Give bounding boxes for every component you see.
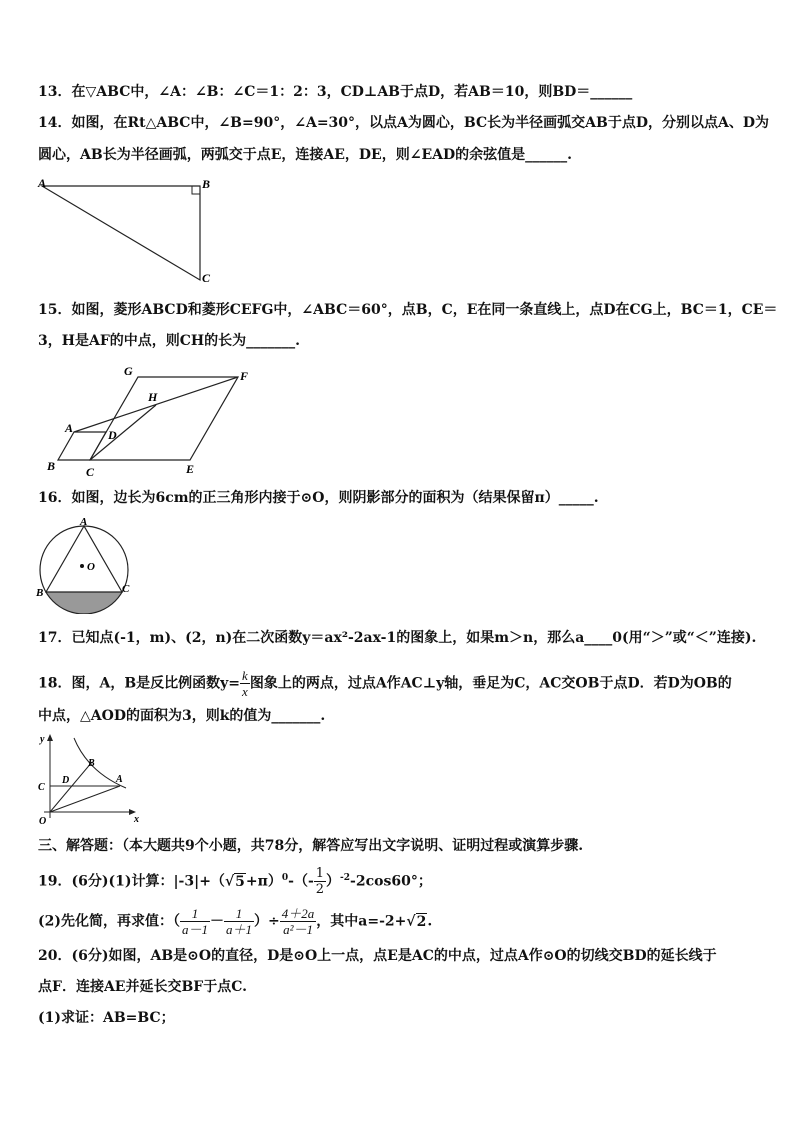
q18-label-a: A bbox=[116, 774, 123, 785]
q19-p2-minus: － bbox=[210, 913, 225, 930]
q19-p2-end: . bbox=[427, 913, 433, 930]
q18-frac-num: k bbox=[242, 668, 248, 683]
q18-fraction bbox=[240, 668, 250, 699]
q19-p2-post: ，其中a=-2+ bbox=[316, 913, 407, 930]
q19-p2-fraction2 bbox=[224, 906, 254, 937]
q19-p2-pre: (2)先化简，再求值：（ bbox=[38, 913, 180, 930]
q18-line1-post: 图象上的两点，过点A作AC⊥y轴，垂足为C，AC交OB于点D．若D为OB的 bbox=[249, 675, 732, 692]
q20-line1: 20．(6分)如图，AB是⊙O的直径，D是⊙O上一点，点E是AC的中点，过点A作⊙O的切线交BD的延长线于 bbox=[38, 948, 717, 964]
q18-label-x: x bbox=[134, 814, 139, 825]
q18-label-c: C bbox=[38, 782, 45, 793]
q19-p1-frac-num: 1 bbox=[315, 866, 325, 881]
q19-part2: (2)先化简，再求值：（ $\frac{1}{a-1}$ － $\frac{1}{a+1}$ ）÷ $\frac{4+2a}{\text{a²－1}}$ ，其中a=-2+√2. bbox=[38, 906, 433, 937]
q19-p1-exp0: 0 bbox=[281, 872, 289, 883]
q17-text: 17．已知点(-1，m)、(2，n)在二次函数y＝ax²-2ax-1的图象上，如果m＞n，那么a____0(用“＞”或“＜”连接). bbox=[38, 630, 757, 646]
q18-label-o: O bbox=[39, 816, 47, 827]
q19-p2-fraction1 bbox=[180, 906, 210, 937]
q16-label-c: C bbox=[122, 583, 130, 595]
q19-p2-mid: ）÷ bbox=[254, 913, 280, 930]
q19-p2-f3-num: 4＋2a bbox=[281, 906, 315, 921]
q16-label-o: O bbox=[87, 561, 95, 573]
q13-text: 13．在▽ABC中，∠A：∠B：∠C＝1：2：3，CD⊥AB于点D，若AB＝10，则BD＝______ bbox=[38, 84, 633, 100]
q16-label-a: A bbox=[80, 516, 88, 528]
q19-p1-mid: +π） bbox=[245, 873, 282, 890]
q18-line1 bbox=[38, 668, 732, 699]
q14-label-a: A bbox=[38, 176, 47, 190]
q14-label-c: C bbox=[202, 271, 211, 285]
q15-label-f: F bbox=[240, 369, 249, 383]
q15-label-h: H bbox=[148, 390, 158, 404]
section3-heading: 三、解答题：（本大题共9个小题，共78分，解答应写出文字说明、证明过程或演算步骤. bbox=[38, 838, 584, 854]
q18-figure bbox=[34, 732, 144, 828]
q19-p2-sqrt: 2 bbox=[416, 913, 427, 930]
q18-frac-den: x bbox=[242, 684, 248, 699]
q19-p1-exp2: -2 bbox=[340, 872, 351, 883]
q14-label-b: B bbox=[202, 177, 211, 191]
q19-p2-f3-den: a²－1 bbox=[283, 922, 313, 937]
q16-figure bbox=[34, 514, 134, 614]
q19-p1-mid2: -（- bbox=[288, 873, 314, 890]
q19-p1-post: -2cos60°； bbox=[350, 873, 432, 890]
q16-label-b: B bbox=[36, 587, 44, 599]
q15-line2: 3，H是AF的中点，则CH的长为_______. bbox=[38, 333, 301, 349]
q15-label-e: E bbox=[186, 462, 195, 476]
q19-p2-f2-den: a＋1 bbox=[226, 922, 253, 937]
q19-part1: 19．(6分)(1)计算：$|-3|+(√5+\pi)^0-(-$ $\frac{1}{2}$ ）$^{-2}$-2cos60°； bbox=[38, 866, 432, 897]
q14-line1: 14．如图，在Rt△ABC中，∠B=90°，∠A=30°，以点A为圆心，BC长为半径画弧交AB于点D，分别以点A、D为 bbox=[38, 115, 769, 131]
q19-p2-f2-num: 1 bbox=[224, 906, 254, 922]
q19-p1-frac-den: 2 bbox=[315, 882, 325, 897]
q18-label-b: B bbox=[88, 758, 95, 769]
q16-text: 16．如图，边长为6cm的正三角形内接于⊙O，则阴影部分的面积为（结果保留π）_____. bbox=[38, 490, 599, 506]
q15-figure bbox=[40, 360, 270, 480]
q15-label-g: G bbox=[124, 364, 133, 378]
q15-label-a: A bbox=[65, 421, 74, 435]
q15-label-b: B bbox=[47, 459, 56, 473]
q18-line2: 中点，△AOD的面积为3，则k的值为_______. bbox=[38, 708, 326, 724]
q18-label-d: D bbox=[62, 775, 70, 786]
q18-label-y: y bbox=[40, 734, 45, 745]
q19-p2-f1-num: 1 bbox=[180, 906, 210, 922]
q14-line2: 圆心，AB长为半径画弧，两弧交于点E，连接AE，DE，则∠EAD的余弦值是______. bbox=[38, 147, 572, 163]
q19-p1-sqrt: 5 bbox=[235, 873, 245, 890]
q18-line1-pre: 18．图，A，B是反比例函数y= bbox=[38, 675, 241, 692]
q19-p1-mid3: ） bbox=[326, 873, 341, 890]
q15-label-c: C bbox=[86, 465, 95, 479]
q19-p1-fraction bbox=[314, 866, 326, 897]
q19-p2-f1-den: a－1 bbox=[182, 922, 209, 937]
q15-label-d: D bbox=[108, 428, 117, 442]
q15-line1: 15．如图，菱形ABCD和菱形CEFG中，∠ABC＝60°，点B，C，E在同一条直线上，点D在CG上，BC＝1，CE＝ bbox=[38, 302, 778, 318]
q14-figure bbox=[36, 176, 216, 286]
q19-p1-pre: 19．(6分)(1)计算：|-3|+（ bbox=[38, 873, 225, 890]
q20-line2: 点F．连接AE并延长交BF于点C. bbox=[38, 979, 248, 995]
q19-p2-fraction3 bbox=[280, 906, 317, 937]
q20-line3: (1)求证：AB=BC； bbox=[38, 1010, 175, 1026]
